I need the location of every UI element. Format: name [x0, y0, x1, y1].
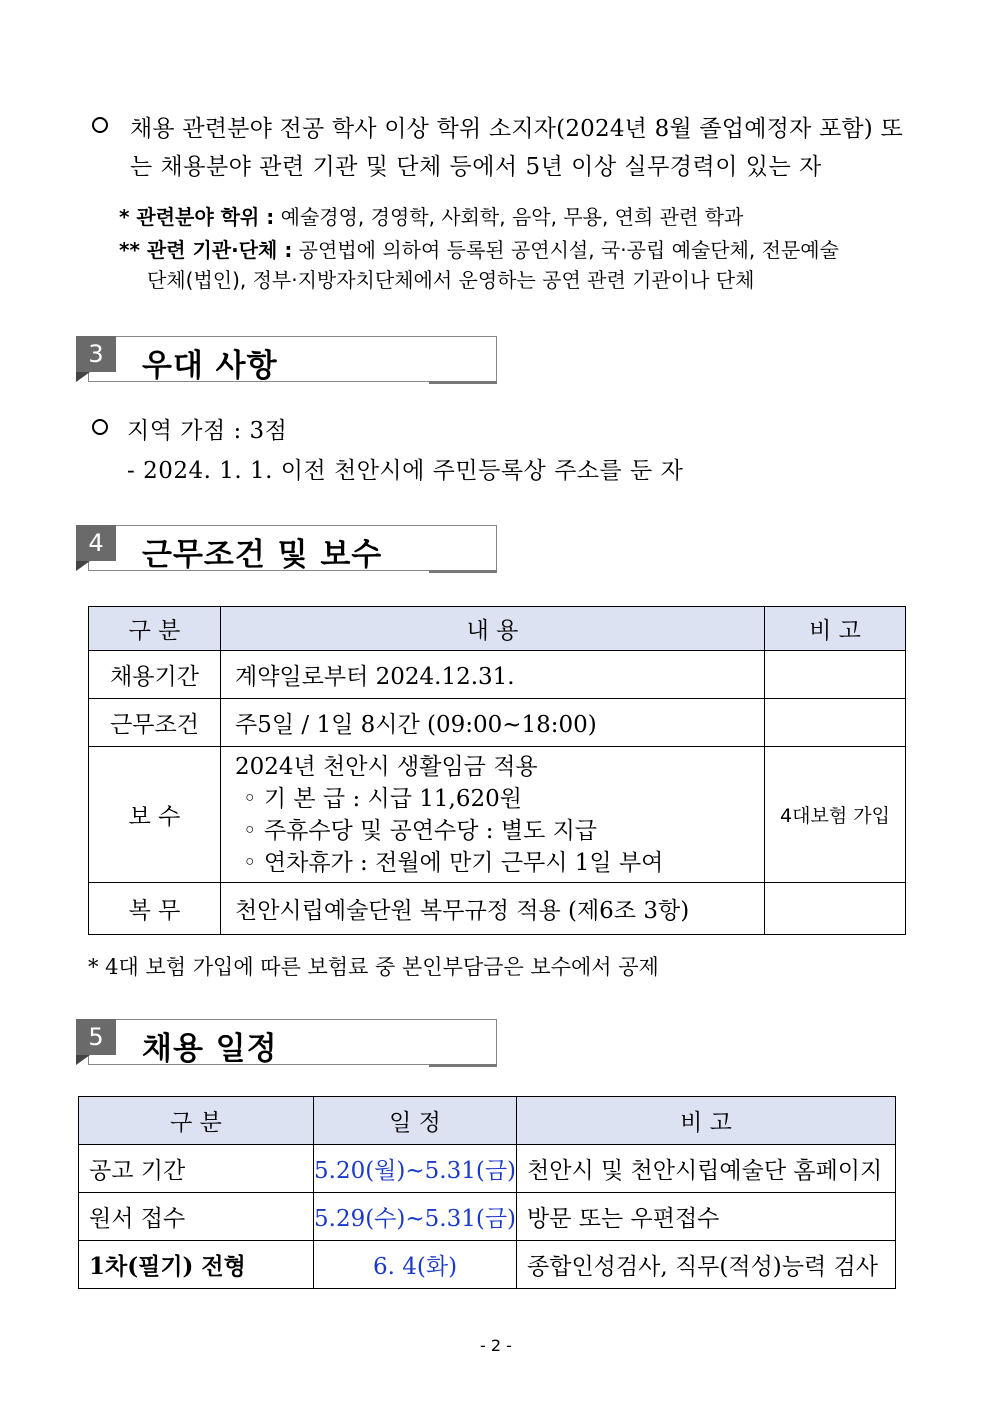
row-label: 보 수 [89, 747, 221, 883]
row-content [221, 747, 765, 883]
section-4-number: 4 [76, 525, 116, 561]
table-row [89, 699, 906, 747]
row-label: 1차(필기) 전형 [79, 1241, 314, 1289]
section-3-title: 우대 사항 [142, 348, 278, 384]
content-line: ◦ 연차휴가 : 전월에 만기 근무시 1일 부여 [243, 849, 664, 876]
bullet-circle [92, 117, 108, 133]
row-note: 천안시 및 천안시립예술단 홈페이지 [517, 1145, 896, 1193]
row-date: 5.20(월)~5.31(금) [314, 1145, 517, 1193]
page-number: - 2 - [480, 1336, 512, 1355]
col-header-schedule: 일 정 [314, 1097, 517, 1145]
row-label: 채용기간 [89, 651, 221, 699]
content-line: 2024년 천안시 생활임금 적용 [235, 753, 538, 780]
intro-line-2: 는 채용분야 관련 기관 및 단체 등에서 5년 이상 실무경력이 있는 자 [130, 154, 822, 180]
col-header-note: 비 고 [517, 1097, 896, 1145]
table-row [89, 883, 906, 935]
note-institution [119, 234, 839, 263]
work-conditions-table [88, 606, 906, 935]
col-header-content: 내 용 [221, 607, 765, 651]
col-header-note: 비 고 [765, 607, 906, 651]
table-row [89, 747, 906, 883]
note-degree-label: * 관련분야 학위 : [119, 205, 275, 229]
content-line: ◦ 주휴수당 및 공연수당 : 별도 지급 [243, 817, 598, 844]
section-4-header [76, 525, 497, 573]
row-content: 주5일 / 1일 8시간 (09:00~18:00) [221, 699, 765, 747]
insurance-footnote: * 4대 보험 가입에 따른 보험료 중 본인부담금은 보수에서 공제 [88, 955, 659, 979]
row-note: 방문 또는 우편접수 [517, 1193, 896, 1241]
section-5-header [76, 1019, 497, 1067]
table-row [79, 1241, 896, 1289]
table-row [79, 1193, 896, 1241]
table-row [79, 1145, 896, 1193]
row-note [765, 883, 906, 935]
note-institution-label: ** 관련 기관·단체 : [119, 238, 293, 262]
row-note: 종합인성검사, 직무(적성)능력 검사 [517, 1241, 896, 1289]
schedule-table [78, 1096, 896, 1289]
row-content: 계약일로부터 2024.12.31. [221, 651, 765, 699]
content-line: ◦ 기 본 급 : 시급 11,620원 [243, 785, 522, 812]
row-date: 5.29(수)~5.31(금) [314, 1193, 517, 1241]
row-date: 6. 4(화) [314, 1241, 517, 1289]
row-note: 4대보험 가입 [765, 747, 906, 883]
note-degree [119, 201, 743, 230]
row-note [765, 651, 906, 699]
section-4-title: 근무조건 및 보수 [142, 537, 383, 573]
row-label: 원서 접수 [79, 1193, 314, 1241]
note-institution-text: 공연법에 의하여 등록된 공연시설, 국·공립 예술단체, 전문예술 [292, 238, 839, 262]
row-label: 복 무 [89, 883, 221, 935]
note-degree-text: 예술경영, 경영학, 사회학, 음악, 무용, 연희 관련 학과 [274, 205, 744, 229]
section-3-bullet: 지역 가점 : 3점 [127, 418, 288, 444]
table-row [89, 651, 906, 699]
col-header-category: 구 분 [89, 607, 221, 651]
row-content: 천안시립예술단원 복무규정 적용 (제6조 3항) [221, 883, 765, 935]
row-label: 공고 기간 [79, 1145, 314, 1193]
section-5-title: 채용 일정 [142, 1031, 278, 1067]
row-label: 근무조건 [89, 699, 221, 747]
section-3-header [76, 336, 497, 384]
section-3-sub: - 2024. 1. 1. 이전 천안시에 주민등록상 주소를 둔 자 [127, 458, 684, 484]
section-5-number: 5 [76, 1019, 116, 1055]
col-header-category: 구 분 [79, 1097, 314, 1145]
note-institution-line2: 단체(법인), 정부·지방자치단체에서 운영하는 공연 관련 기관이나 단체 [147, 268, 755, 292]
row-note [765, 699, 906, 747]
section-3-number: 3 [76, 336, 116, 372]
intro-line-1: 채용 관련분야 전공 학사 이상 학위 소지자(2024년 8월 졸업예정자 포함) 또 [130, 116, 903, 142]
bullet-circle [92, 419, 108, 435]
